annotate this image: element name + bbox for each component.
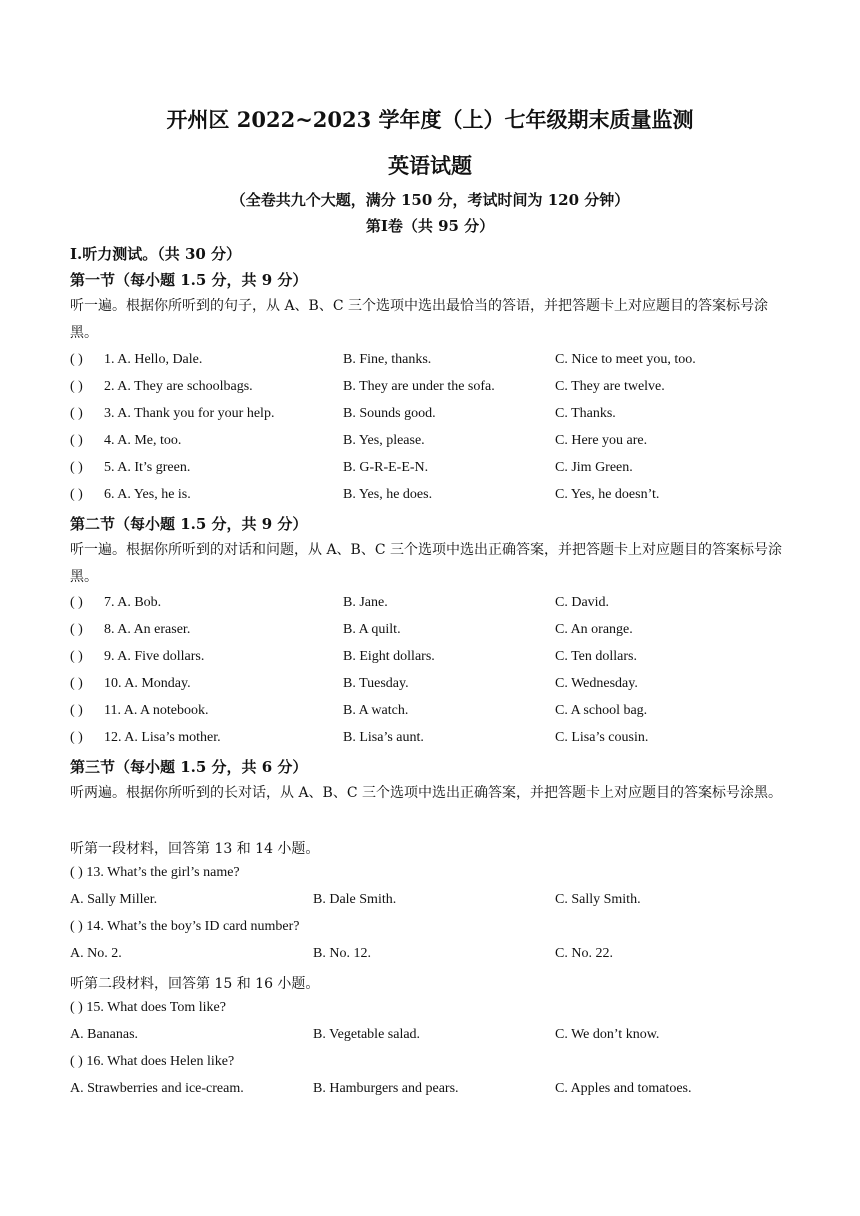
section3-heading: 第三节（每小题 1.5 分，共 6 分） <box>70 758 308 776</box>
section2-heading: 第二节（每小题 1.5 分，共 9 分） <box>70 515 308 533</box>
question-row <box>0 406 860 428</box>
option-row <box>0 892 860 914</box>
option-c: C. We don’t know. <box>555 1027 660 1042</box>
option-c: C. Wednesday. <box>555 676 638 691</box>
option-b: B. No. 12. <box>313 946 371 961</box>
option-c: C. No. 22. <box>555 946 613 961</box>
question-stem: ( ) 13. What’s the girl’s name? <box>70 865 240 880</box>
option-row <box>0 1081 860 1103</box>
answer-bracket[interactable]: ( ) <box>70 460 83 475</box>
option-a: 11. A. A notebook. <box>104 703 209 718</box>
option-c: C. They are twelve. <box>555 379 665 394</box>
section1-heading: 第一节（每小题 1.5 分，共 9 分） <box>70 271 308 289</box>
question-stem: ( ) 16. What does Helen like? <box>70 1054 235 1069</box>
option-a: 5. A. It’s green. <box>104 460 191 475</box>
answer-bracket[interactable]: ( ) <box>70 676 83 691</box>
option-a: A. Strawberries and ice-cream. <box>70 1081 244 1096</box>
exam-subject: 英语试题 <box>388 153 472 178</box>
question-row <box>0 595 860 617</box>
part-heading: Ⅰ.听力测试。（共 30 分） <box>70 245 242 263</box>
option-a: 12. A. Lisa’s mother. <box>104 730 221 745</box>
option-c: C. A school bag. <box>555 703 648 718</box>
option-c: C. An orange. <box>555 622 633 637</box>
answer-bracket[interactable]: ( ) <box>70 649 83 664</box>
option-a: 6. A. Yes, he is. <box>104 487 191 502</box>
option-b: B. Yes, he does. <box>343 487 433 502</box>
option-c: C. Nice to meet you, too. <box>555 352 696 367</box>
answer-bracket[interactable]: ( ) <box>70 406 83 421</box>
option-c: C. Ten dollars. <box>555 649 637 664</box>
question-row <box>0 352 860 374</box>
question-row <box>0 433 860 455</box>
exam-note: （全卷共九个大题，满分 150 分，考试时间为 120 分钟） <box>230 191 630 209</box>
material2-note: 听第二段材料，回答第 15 和 16 小题。 <box>70 976 320 992</box>
option-a: A. No. 2. <box>70 946 122 961</box>
answer-bracket[interactable]: ( ) <box>70 622 83 637</box>
question-row <box>0 703 860 725</box>
section2-instruction: 听一遍。根据你所听到的对话和问题，从 A、B、C 三个选项中选出正确答案，并把答题卡上对应题目的答案标号涂黑。 <box>70 542 783 585</box>
section3-instruction: 听两遍。根据你所听到的长对话，从 A、B、C 三个选项中选出正确答案，并把答题卡上对应题目的答案标号涂黑。 <box>70 785 783 801</box>
section1-instruction: 听一遍。根据你所听到的句子，从 A、B、C 三个选项中选出最恰当的答语，并把答题卡上对应题目的答案标号涂黑。 <box>70 298 769 341</box>
answer-bracket[interactable]: ( ) <box>70 487 83 502</box>
option-a: A. Bananas. <box>70 1027 139 1042</box>
option-b: B. Hamburgers and pears. <box>313 1081 459 1096</box>
option-c: C. Here you are. <box>555 433 648 448</box>
option-c: C. Yes, he doesn’t. <box>555 487 660 502</box>
answer-bracket[interactable]: ( ) <box>70 730 83 745</box>
exam-title: 开州区 2022~2023 学年度（上）七年级期末质量监测 <box>166 107 694 132</box>
option-a: 4. A. Me, too. <box>104 433 182 448</box>
option-a: 7. A. Bob. <box>104 595 162 610</box>
question-row <box>0 730 860 752</box>
question-stem: ( ) 15. What does Tom like? <box>70 1000 226 1015</box>
option-c: C. Apples and tomatoes. <box>555 1081 692 1096</box>
option-c: C. Jim Green. <box>555 460 633 475</box>
option-b: B. Vegetable salad. <box>313 1027 421 1042</box>
question-row <box>0 622 860 644</box>
question-row <box>0 649 860 671</box>
option-b: B. Fine, thanks. <box>343 352 432 367</box>
option-row <box>0 1027 860 1049</box>
question-stem: ( ) 14. What’s the boy’s ID card number? <box>70 919 300 934</box>
question-row <box>0 460 860 482</box>
option-b: B. Jane. <box>343 595 388 610</box>
option-a: 10. A. Monday. <box>104 676 191 691</box>
option-a: 8. A. An eraser. <box>104 622 191 637</box>
option-a: A. Sally Miller. <box>70 892 158 907</box>
option-b: B. G-R-E-E-N. <box>343 460 429 475</box>
option-b: B. A watch. <box>343 703 409 718</box>
option-b: B. Dale Smith. <box>313 892 397 907</box>
option-c: C. David. <box>555 595 610 610</box>
answer-bracket[interactable]: ( ) <box>70 433 83 448</box>
question-row <box>0 676 860 698</box>
option-c: C. Lisa’s cousin. <box>555 730 649 745</box>
option-b: B. Lisa’s aunt. <box>343 730 424 745</box>
answer-bracket[interactable]: ( ) <box>70 379 83 394</box>
option-b: B. Sounds good. <box>343 406 436 421</box>
option-a: 2. A. They are schoolbags. <box>104 379 253 394</box>
answer-bracket[interactable]: ( ) <box>70 352 83 367</box>
option-row <box>0 946 860 968</box>
option-a: 3. A. Thank you for your help. <box>104 406 275 421</box>
option-b: B. Tuesday. <box>343 676 409 691</box>
volume-heading: 第Ⅰ卷（共 95 分） <box>365 217 495 235</box>
option-b: B. Eight dollars. <box>343 649 435 664</box>
option-a: 1. A. Hello, Dale. <box>104 352 203 367</box>
question-row <box>0 379 860 401</box>
answer-bracket[interactable]: ( ) <box>70 703 83 718</box>
option-b: B. They are under the sofa. <box>343 379 495 394</box>
option-c: C. Sally Smith. <box>555 892 641 907</box>
option-b: B. Yes, please. <box>343 433 425 448</box>
material1-note: 听第一段材料，回答第 13 和 14 小题。 <box>70 841 320 857</box>
question-row <box>0 487 860 509</box>
option-b: B. A quilt. <box>343 622 401 637</box>
answer-bracket[interactable]: ( ) <box>70 595 83 610</box>
option-c: C. Thanks. <box>555 406 616 421</box>
option-a: 9. A. Five dollars. <box>104 649 205 664</box>
